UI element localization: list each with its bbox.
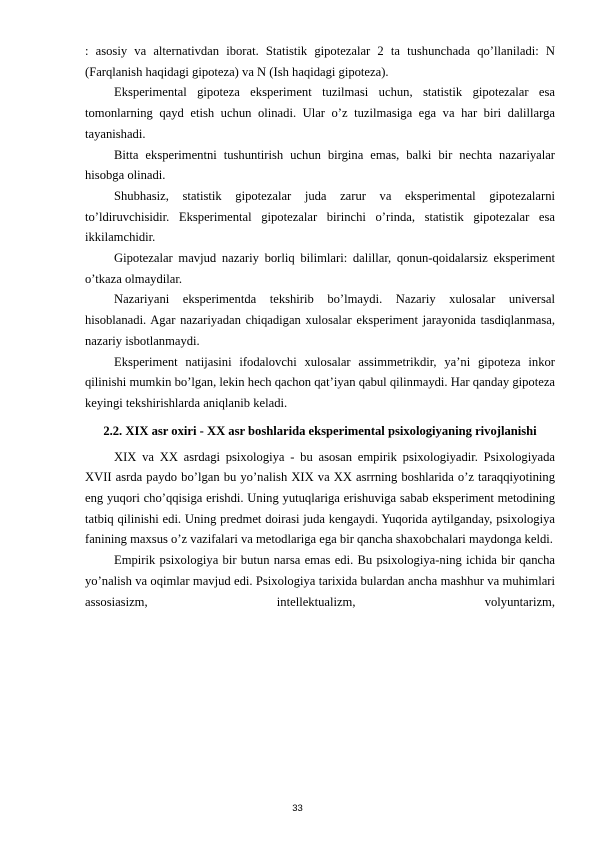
page-number: 33 bbox=[292, 803, 303, 814]
paragraph-theory-testing: Nazariyani eksperimentda tekshirib bo’lmaydi. Nazariy xulosalar universal hisoblanadi. Agar nazariyadan chiqadigan xulosalar eksperiment jarayonida tasdiqlanmasa, nazariy isbotlanmaydi. bbox=[85, 292, 555, 348]
paragraph-statistical-hypothesis: Shubhasiz, statistik gipotezalar juda zarur va eksperimental gipotezalarni to’ldiruvchisidir. Eksperimental gipotezalar birinchi o’rinda, statistik gipotezalar esa ikkilamchidir. bbox=[85, 188, 555, 245]
paragraph-theories: Bitta eksperimentni tushuntirish uchun birgina emas, balki bir nechta nazariyalar hisobga olinadi. bbox=[85, 147, 555, 183]
paragraph-empirical-psychology: XIX va XX asrdagi psixologiya - bu asosan empirik psixologiyadir. Psixologiyada XVII asrda paydo bo’lgan bu yo’nalish XIX va XX asrrning boshlarida o’z taraqqiyotining eng yuqori cho’qqisiga erishdi. Uning yutuqlariga erishuviga sabab eksperiment metodining tatbiq qilinishi edi. Uning predmet doirasi juda kengaydi. Yuqorida aytilganday, psixologiya fanining maxsus o’z vazifalari va metodlariga ega bir qancha shaxobchalari maydonga keldi. bbox=[85, 449, 555, 547]
section-heading: 2.2. XIX asr oxiri - XX asr boshlarida eksperimental psixologiyaning rivojlanishi bbox=[103, 423, 537, 438]
paragraph-psychology-directions: Empirik psixologiya bir butun narsa emas edi. Bu psixologiya-ning ichida bir qancha yo’nalish va oqimlar mavjud edi. Psixologiya tarixida bulardan ancha mashhur va muhimlari assosiasizm, intellektualizm, volyuntarizm, bbox=[85, 553, 555, 609]
paragraph-asymmetric-conclusions: Eksperiment natijasini ifodalovchi xulosalar assimmetrikdir, ya’ni gipoteza inkor qilinishi mumkin bo’lgan, lekin hech qachon qat’iyan qabul qilinmaydi. Har qanday gipoteza keyingi tekshirishlarda aniqlanib keladi. bbox=[85, 354, 555, 410]
paragraph-experimental-hypothesis: Eksperimental gipoteza eksperiment tuzilmasi uchun, statistik gipotezalar esa tomonlarning qayd etish uchun olinadi. Ular o’z tuzilmasiga ega va har biri dalillarga tayanishadi. bbox=[85, 85, 555, 141]
paragraph-theoretical-knowledge: Gipotezalar mavjud nazariy borliq bilimlari: dalillar, qonun-qoidalarsiz eksperiment o’tkaza olmaydilar. bbox=[85, 251, 555, 286]
page-content bbox=[85, 41, 555, 612]
paragraph-hypothesis-types: : asosiy va alternativdan iborat. Statistik gipotezalar 2 ta tushunchada qo’llaniladi: N (Farqlanish haqidagi gipoteza) va N (Ish haqidagi gipoteza). bbox=[85, 44, 555, 79]
